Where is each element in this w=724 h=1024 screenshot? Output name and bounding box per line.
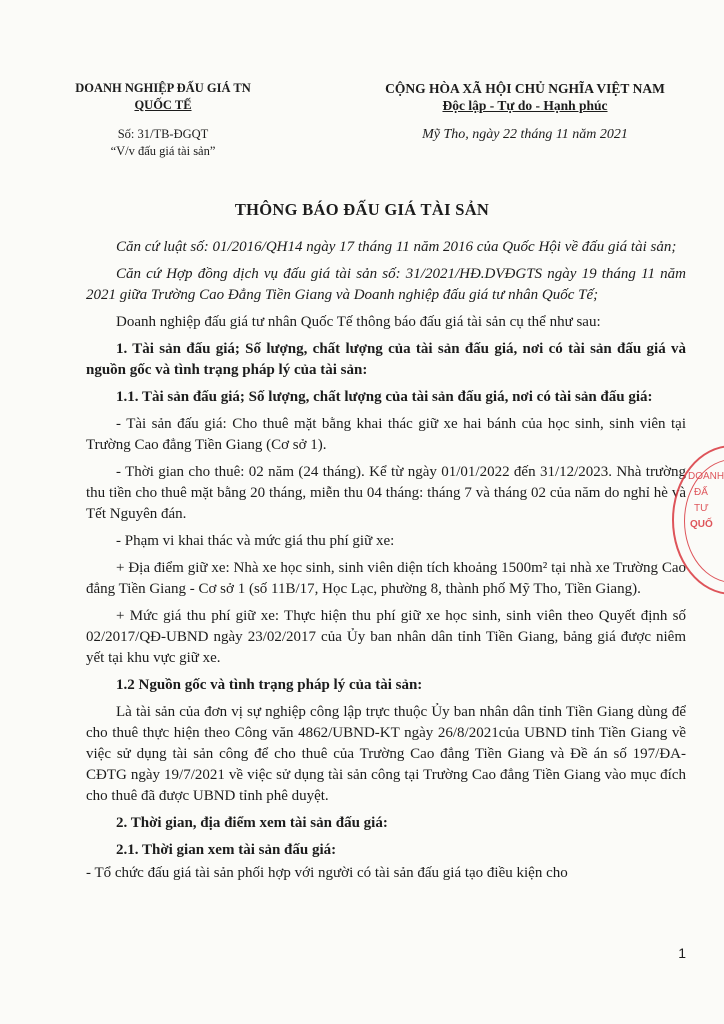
legal-basis-2: Căn cứ Hợp đồng dịch vụ đấu giá tài sản số: 31/2021/HĐ.DVĐGTS ngày 19 tháng 11 năm 2021 giữa Trường Cao Đẳng Tiền Giang và Doanh nghiệp đấu giá tư nhân Quốc Tế; [86, 266, 686, 303]
parking-location: + Địa điểm giữ xe: Nhà xe học sinh, sinh viên diện tích khoảng 1500m² tại nhà xe Trường Cao đẳng Tiền Giang - Cơ sở 1 (số 11B/17, Học Lạc, phường 8, thành phố Mỹ Tho, Tiền Giang). [86, 560, 686, 597]
document-subject: “V/v đấu giá tài sản” [110, 144, 216, 158]
document-title: THÔNG BÁO ĐẤU GIÁ TÀI SẢN [234, 200, 490, 219]
lease-term: - Thời gian cho thuê: 02 năm (24 tháng). Kể từ ngày 01/01/2022 đến 31/12/2023. Nhà trường thu tiền cho thuê mặt bằng 20 tháng, miễn thu 04 tháng: tháng 7 và tháng 02 của năm do nghỉ hè và Tết Nguyên đán. [86, 464, 686, 522]
scope-heading: - Phạm vi khai thác và mức giá thu phí giữ xe: [116, 533, 395, 549]
section-2-1-text: - Tổ chức đấu giá tài sản phối hợp với người có tài sản đấu giá tạo điều kiện cho [86, 865, 568, 881]
issue-date: Mỹ Tho, ngày 22 tháng 11 năm 2021 [422, 127, 628, 142]
document-number: Số: 31/TB-ĐGQT [117, 127, 209, 141]
seal-text-4: QUỐ [690, 519, 713, 530]
intro-paragraph: Doanh nghiệp đấu giá tư nhân Quốc Tế thông báo đấu giá tài sản cụ thể như sau: [116, 314, 601, 330]
section-2-heading: 2. Thời gian, địa điểm xem tài sản đấu giá: [116, 815, 388, 831]
org-name-line1: DOANH NGHIỆP ĐẤU GIÁ TN [75, 81, 251, 95]
seal-text-2: ĐẤ [694, 487, 708, 498]
section-1-heading: 1. Tài sản đấu giá; Số lượng, chất lượng của tài sản đấu giá, nơi có tài sản đấu giá và nguồn gốc và tình trạng pháp lý của tài sản: [86, 341, 686, 378]
document-body [86, 237, 686, 884]
seal-text-1: DOANH [688, 471, 724, 482]
seal-text-3: TƯ [694, 503, 709, 514]
page-number: 1 [678, 945, 686, 961]
section-2-1-heading: 2.1. Thời gian xem tài sản đấu giá: [116, 842, 337, 858]
section-1-1-heading: 1.1. Tài sản đấu giá; Số lượng, chất lượng của tài sản đấu giá, nơi có tài sản đấu giá: [116, 389, 653, 405]
legal-status-paragraph: Là tài sản của đơn vị sự nghiệp công lập trực thuộc Ủy ban nhân dân tỉnh Tiền Giang dùng để cho thuê thực hiện theo Công văn 4862/UBND-KT ngày 26/8/2021của UBND tỉnh Tiền Giang về việc sử dụng tài sản công để cho thuê của Trường Cao đẳng Tiền Giang và Đề án số 197/ĐA- CĐTG ngày 19/7/2021 về việc sử dụng tài sản công tại Trường Cao đẳng Tiền Giang vào mục đích cho thuê đã được UBND tỉnh phê duyệt. [86, 704, 686, 804]
country-name: CỘNG HÒA XÃ HỘI CHỦ NGHĨA VIỆT NAM [385, 81, 665, 96]
sender-block [58, 80, 268, 160]
asset-description: - Tài sản đấu giá: Cho thuê mặt bằng khai thác giữ xe hai bánh của học sinh, sinh viên tại Trường Cao đẳng Tiền Giang (Cơ sở 1). [86, 416, 686, 453]
parking-fee: + Mức giá thu phí giữ xe: Thực hiện thu phí giữ xe học sinh, sinh viên theo Quyết định số 02/2017/QĐ-UBND ngày 23/02/2017 của Ủy ban nhân dân tỉnh Tiền Giang, bảng giá được niêm yết tại khu vực giữ xe. [86, 608, 686, 666]
national-header [350, 80, 700, 143]
legal-basis-1: Căn cứ luật số: 01/2016/QH14 ngày 17 tháng 11 năm 2016 của Quốc Hội về đấu giá tài sản; [116, 239, 677, 255]
national-motto: Độc lập - Tự do - Hạnh phúc [442, 98, 608, 113]
section-1-2-heading: 1.2 Nguồn gốc và tình trạng pháp lý của tài sản: [116, 677, 423, 693]
org-name-line2: QUỐC TẾ [134, 98, 192, 112]
